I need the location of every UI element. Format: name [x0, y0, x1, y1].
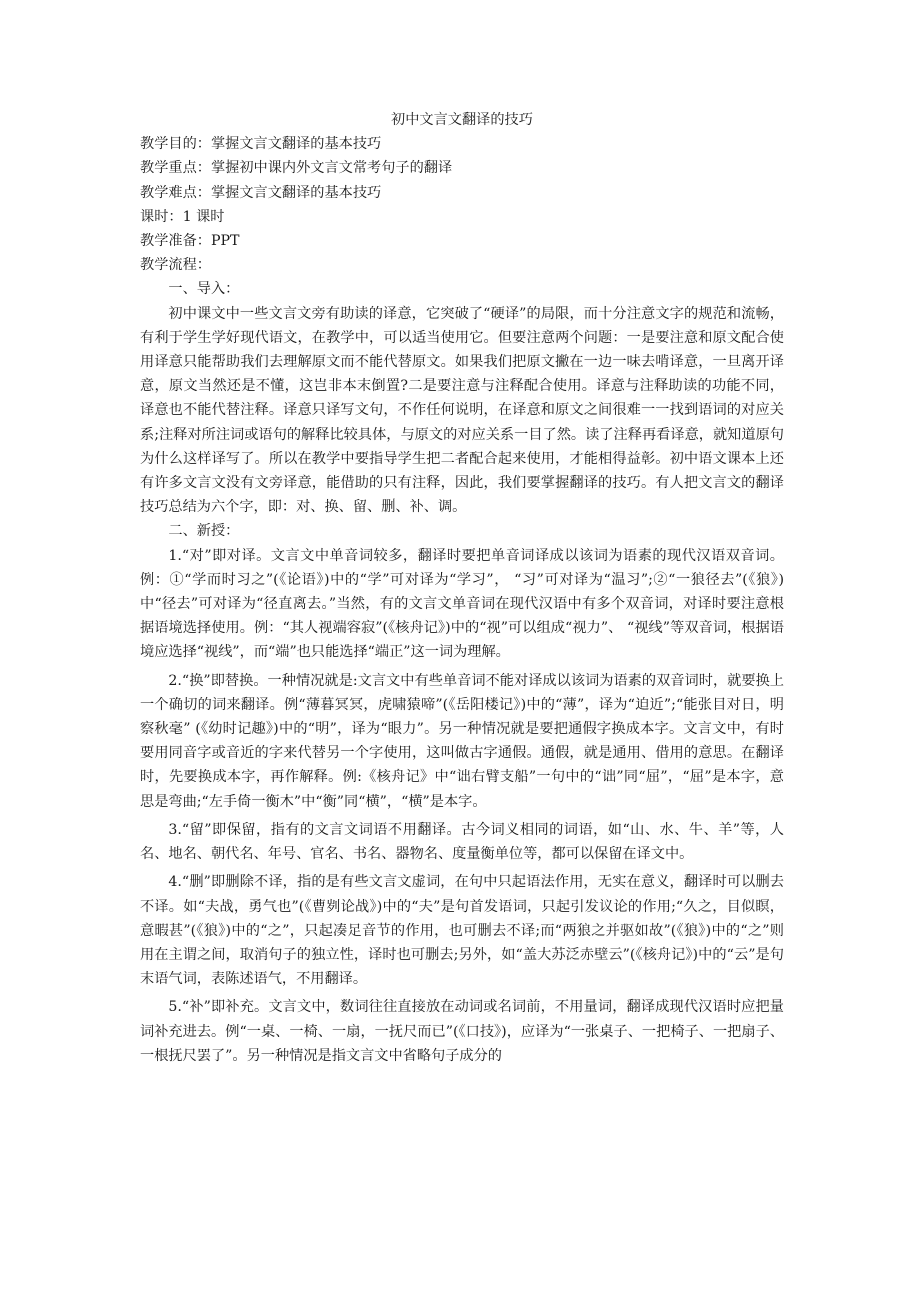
- teaching-goal: 教学目的：掌握文言文翻译的基本技巧: [140, 136, 382, 153]
- intro-paragraph: 初中课文中一些文言文旁有助读的译意，它突破了“硬译”的局限，而十分注意文字的规范和流畅，有利于学生学好现代语文，在教学中，可以适当使用它。但要注意两个问题：一是要注意和原文配合使用译意只能帮助我们去理解原文而不能代替原文。如果我们把原文撇在一边一味去啃译意，一旦离开译意，原文当然还是不懂，这岂非本末倒置?二是要注意与注释配合使用。译意与注释助读的功能不同，译意也不能代替注释。译意只译写文句，不作任何说明，在译意和原文之间很难一一找到语词的对应关系;注释对所注词或语句的解释比较具体，与原文的对应关系一目了然。读了注释再看译意，就知道原句为什么这样译写了。所以在教学中要指导学生把二者配合起来使用，才能相得益彰。初中语文课本上还有许多文言文没有文旁译意，能借助的只有注释，因此，我们要掌握翻译的技巧。有人把文言文的翻译技巧总结为六个字，即：对、换、留、删、补、调。: [140, 305, 784, 516]
- technique-item-liu: 3.“留”即保留，指有的文言文词语不用翻译。古今词义相同的词语，如“山、水、牛、羊”等，人名、地名、朝代名、年号、官名、书名、器物名、度量衡单位等，都可以保留在译文中。: [140, 821, 784, 863]
- teaching-focus: 教学重点：掌握初中课内外文言文常考句子的翻译: [140, 160, 453, 177]
- class-hours: 课时：1 课时: [140, 208, 225, 225]
- technique-item-huan: 2.“换”即替换。一种情况就是:文言文中有些单音词不能对译成以该词为语素的双音词时，就要换上一个确切的词来翻译。例“薄暮冥冥，虎啸猿啼”(《岳阳楼记》)中的“薄”，译为“迫近”;“能张目对日，明察秋毫” (《幼时记趣》)中的“明”，译为“眼力”。另一种情况就是要把通假字换成本字。文言文中，有时要用同音字或音近的字来代替另一个字使用，这叫做古字通假。通假，就是通用、借用的意思。在翻译时，先要换成本字，再作解释。例:《核舟记》中“诎右臂支船”一句中的“诎”同“屈”，“屈”是本字，意思是弯曲;“左手倚一衡木”中“衡”同“横”，“横”是本字。: [140, 672, 784, 810]
- technique-item-shan: 4.“删”即删除不译，指的是有些文言文虚词，在句中只起语法作用，无实在意义，翻译时可以删去不译。如“夫战，勇气也”(《曹刿论战》)中的“夫”是句首发语词，只起引发议论的作用;“久之，目似瞑，意暇甚”(《狼》)中的“之”，只起凑足音节的作用，也可删去不译;而“两狼之并驱如故”(《狼》)中的“之”则用在主谓之间，取消句子的独立性，译时也可删去;另外，如“盖大苏泛赤壁云”(《核舟记》)中的“云”是句末语气词，表陈述语气，不用翻译。: [140, 874, 784, 988]
- section-heading-intro: 一、导入：: [168, 281, 240, 298]
- teaching-process-label: 教学流程：: [140, 257, 211, 274]
- technique-item-bu: 5.“补”即补充。文言文中，数词往往直接放在动词或名词前，不用量词，翻译成现代汉语时应把量词补充进去。例“一桌、一椅、一扇，一抚尺而已”(《口技》)，应译为“一张桌子、一把椅子、一把扇子、一根抚尺罢了”。另一种情况是指文言文中省略句子成分的: [140, 999, 784, 1064]
- document-title: 初中文言文翻译的技巧: [391, 112, 533, 128]
- technique-item-dui: 1.“对”即对译。文言文中单音词较多，翻译时要把单音词译成以该词为语素的现代汉语双音词。例：①“学而时习之”(《论语》)中的“学”可对译为“学习”， “习”可对译为“温习”;②“一狼径去”(《狼》)中“径去”可对译为“径直离去。”当然，有的文言文单音词在现代汉语中有多个双音词，对译时要注意根据语境选择使用。例：“其人视端容寂”(《核舟记》)中的“视”可以组成“视力”、 “视线”等双音词，根据语境应选择“视线”，而“端”也只能选择“端正”这一词为理解。: [140, 547, 784, 661]
- teaching-difficulty: 教学难点：掌握文言文翻译的基本技巧: [140, 184, 382, 201]
- teaching-preparation: 教学准备：PPT: [140, 233, 240, 250]
- document-page: [140, 108, 784, 1068]
- section-heading-new: 二、新授：: [168, 523, 240, 540]
